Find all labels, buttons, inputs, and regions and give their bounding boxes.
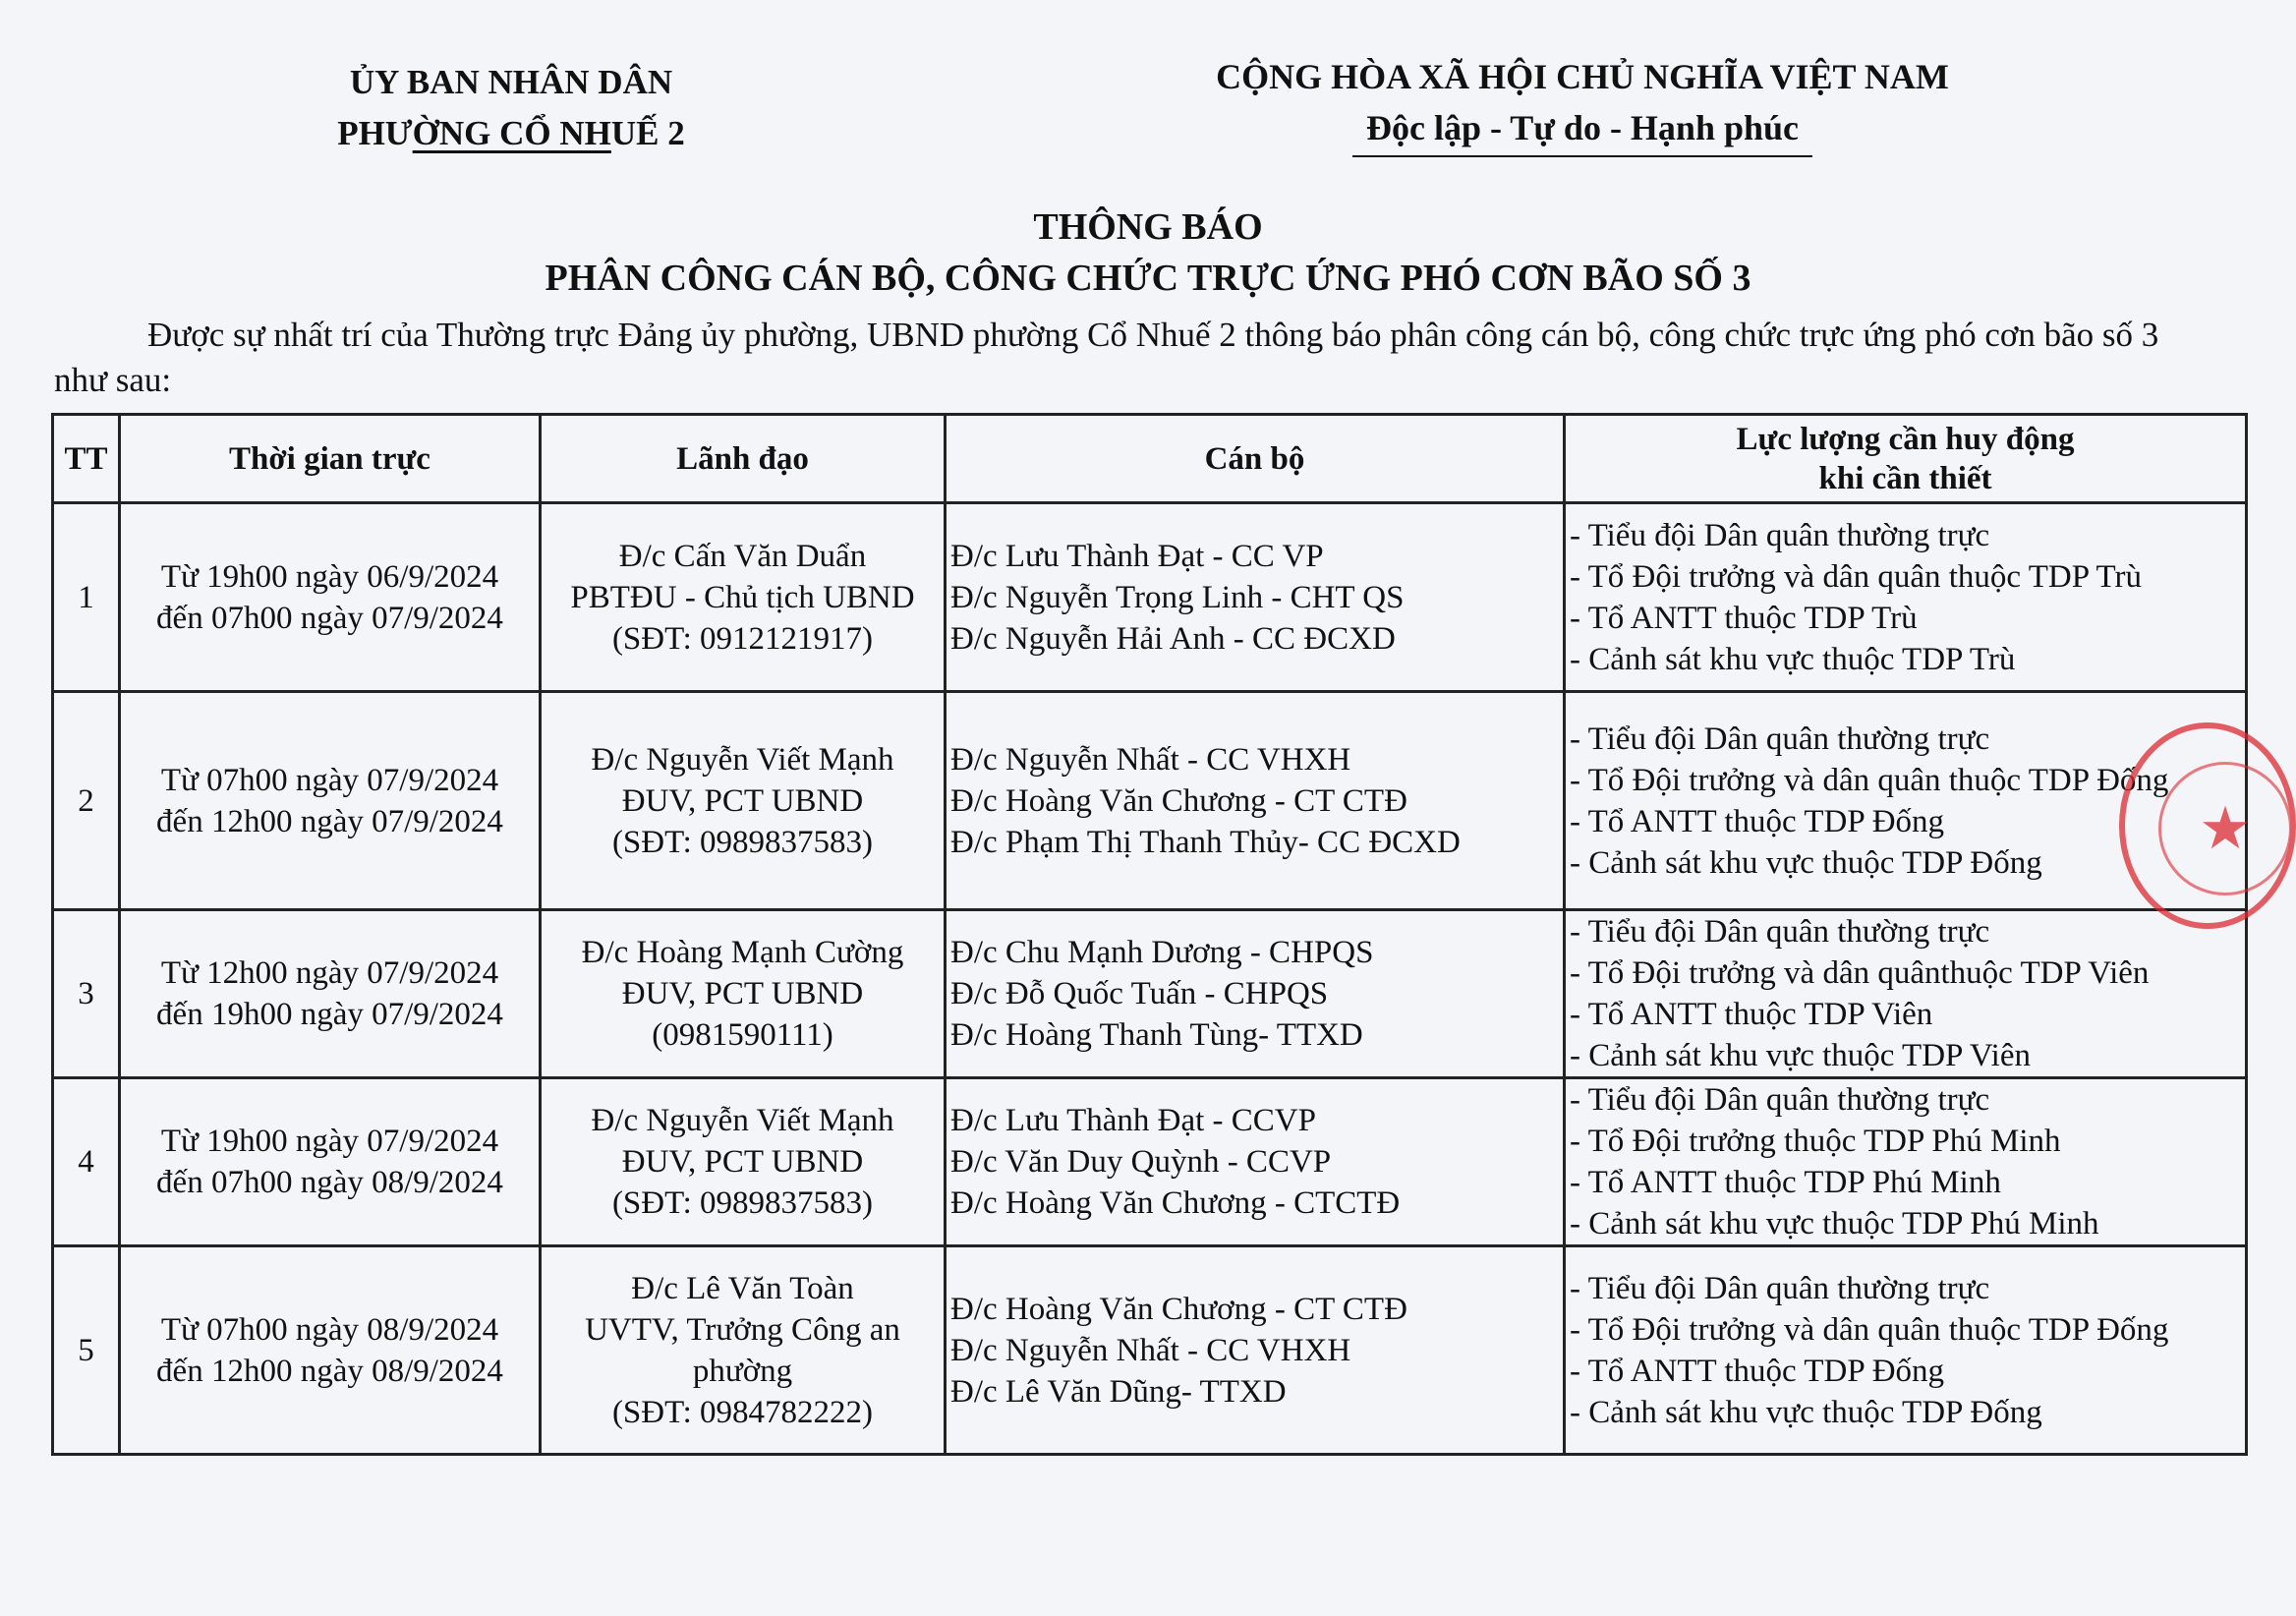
leader-line: (SĐT: 0989837583)	[611, 824, 874, 860]
forces-line: - Tổ Đội trưởng và dân quânthuộc TDP Viên	[1570, 955, 2150, 991]
staff-line: Đ/c Lưu Thành Đạt - CCVP	[950, 1103, 1316, 1138]
leader-line: ĐUV, PCT UBND	[621, 1144, 864, 1180]
leader-line: Đ/c Cấn Văn Duẩn	[618, 538, 867, 574]
cell-forces	[1565, 1246, 2247, 1455]
intro-paragraph: Được sự nhất trí của Thường trực Đảng ủy phường, UBND phường Cổ Nhuế 2 thông báo phân công cán bộ, công chức trực ứng phó cơn bão số 3 như sau:	[54, 316, 2159, 399]
forces-line: - Tiểu đội Dân quân thường trực	[1570, 1082, 1990, 1118]
leader-line: Đ/c Lê Văn Toàn	[631, 1270, 854, 1306]
staff-line: Đ/c Hoàng Thanh Tùng- TTXD	[950, 1017, 1363, 1053]
forces-line: - Tổ ANTT thuộc TDP Đống	[1570, 1353, 1945, 1389]
time-line: Từ 07h00 ngày 08/9/2024	[160, 1311, 499, 1348]
forces-line: - Tổ ANTT thuộc TDP Đống	[1570, 803, 1945, 839]
time-line: đến 19h00 ngày 07/9/2024	[156, 997, 503, 1032]
cell-staff	[946, 910, 1565, 1078]
cell-leader	[541, 1246, 946, 1455]
forces-line: - Cảnh sát khu vực thuộc TDP Đống	[1570, 1394, 2042, 1430]
staff-line: Đ/c Lưu Thành Đạt - CC VP	[950, 538, 1324, 574]
staff-line: Đ/c Văn Duy Quỳnh - CCVP	[950, 1144, 1332, 1180]
staff-line: Đ/c Chu Mạnh Dương - CHPQS	[950, 935, 1374, 970]
title-line-2: PHÂN CÔNG CÁN BỘ, CÔNG CHỨC TRỰC ỨNG PHÓ CƠN BÃO SỐ 3	[545, 258, 1751, 299]
cell-leader	[541, 503, 946, 692]
forces-line: - Tiểu đội Dân quân thường trực	[1570, 721, 1990, 757]
header-forces-line-1: Lực lượng cần huy động	[1736, 421, 2075, 457]
leader-line: (0981590111)	[652, 1017, 833, 1053]
header-staff: Cán bộ	[946, 415, 1565, 503]
leader-line: ĐUV, PCT UBND	[621, 782, 864, 819]
official-seal	[2119, 722, 2296, 929]
time-line: Từ 07h00 ngày 07/9/2024	[160, 762, 499, 798]
forces-line: - Tiểu đội Dân quân thường trực	[1570, 914, 1990, 950]
cell-leader	[541, 692, 946, 910]
forces-line: - Cảnh sát khu vực thuộc TDP Phú Minh	[1570, 1206, 2099, 1241]
time-line: đến 07h00 ngày 08/9/2024	[156, 1165, 503, 1200]
leader-line: Đ/c Hoàng Mạnh Cường	[581, 935, 904, 970]
leader-line: UVTV, Trưởng Công an	[585, 1311, 900, 1348]
cell-staff	[946, 1246, 1565, 1455]
forces-line: - Tổ ANTT thuộc TDP Viên	[1570, 997, 1933, 1032]
time-line: Từ 19h00 ngày 07/9/2024	[160, 1124, 499, 1159]
time-line: đến 12h00 ngày 07/9/2024	[156, 803, 503, 839]
staff-line: Đ/c Đỗ Quốc Tuấn - CHPQS	[950, 976, 1329, 1011]
authority-line-1: ỦY BAN NHÂN DÂN	[349, 63, 673, 101]
forces-line: - Tổ ANTT thuộc TDP Trù	[1570, 600, 1918, 636]
time-line: Từ 12h00 ngày 07/9/2024	[160, 955, 499, 991]
document-title	[0, 202, 2296, 304]
header-leader: Lãnh đạo	[541, 415, 946, 503]
authority-line-2	[226, 108, 796, 159]
staff-line: Đ/c Nguyễn Nhất - CC VHXH	[950, 741, 1351, 778]
cell-time	[120, 1078, 541, 1246]
national-heading	[1160, 51, 2005, 157]
table-header-row	[53, 415, 2247, 503]
leader-line: Đ/c Nguyễn Viết Mạnh	[591, 741, 894, 778]
leader-line: (SĐT: 0989837583)	[611, 1185, 874, 1221]
leader-line: (SĐT: 0984782222)	[611, 1394, 874, 1430]
forces-line: - Tổ Đội trưởng và dân quân thuộc TDP Trù	[1570, 558, 2142, 595]
time-line: Từ 19h00 ngày 06/9/2024	[160, 558, 499, 595]
cell-leader	[541, 910, 946, 1078]
leader-line: ĐUV, PCT UBND	[621, 976, 864, 1011]
issuing-authority	[226, 57, 796, 159]
header-tt: TT	[53, 415, 120, 503]
authority-line-2-prefix: PHƯ	[337, 114, 413, 152]
forces-line: - Tổ Đội trưởng và dân quân thuộc TDP Đống	[1570, 762, 2169, 798]
forces-line: - Tổ Đội trưởng và dân quân thuộc TDP Đống	[1570, 1311, 2169, 1348]
staff-line: Đ/c Nguyễn Nhất - CC VHXH	[950, 1332, 1351, 1368]
leader-line: PBTĐU - Chủ tịch UBND	[570, 579, 915, 615]
duty-schedule-table	[51, 413, 2248, 1456]
staff-line: Đ/c Lê Văn Dũng- TTXD	[950, 1373, 1287, 1410]
cell-forces	[1565, 1078, 2247, 1246]
cell-staff	[946, 1078, 1565, 1246]
header-forces-line-2: khi cần thiết	[1818, 460, 1992, 496]
cell-tt: 3	[53, 910, 120, 1078]
staff-line: Đ/c Hoàng Văn Chương - CTCTĐ	[950, 1185, 1401, 1221]
seal-star-icon: ★	[2158, 762, 2292, 895]
forces-line: - Cảnh sát khu vực thuộc TDP Viên	[1570, 1038, 2031, 1073]
cell-staff	[946, 503, 1565, 692]
forces-line: - Tổ ANTT thuộc TDP Phú Minh	[1570, 1165, 2001, 1200]
cell-time	[120, 910, 541, 1078]
staff-line: Đ/c Nguyễn Hải Anh - CC ĐCXD	[950, 620, 1396, 657]
authority-line-2-suffix: UẾ 2	[610, 114, 685, 152]
staff-line: Đ/c Hoàng Văn Chương - CT CTĐ	[950, 1291, 1407, 1327]
cell-time	[120, 503, 541, 692]
header-time: Thời gian trực	[120, 415, 541, 503]
time-line: đến 07h00 ngày 07/9/2024	[156, 600, 503, 636]
forces-line: - Tổ Đội trưởng thuộc TDP Phú Minh	[1570, 1124, 2061, 1159]
forces-line: - Cảnh sát khu vực thuộc TDP Đống	[1570, 844, 2042, 881]
time-line: đến 12h00 ngày 08/9/2024	[156, 1353, 503, 1389]
cell-forces	[1565, 910, 2247, 1078]
cell-forces	[1565, 503, 2247, 692]
cell-tt: 5	[53, 1246, 120, 1455]
forces-line: - Tiểu đội Dân quân thường trực	[1570, 517, 1990, 553]
leader-line: (SĐT: 0912121917)	[611, 620, 874, 657]
national-motto: Độc lập - Tự do - Hạnh phúc	[1352, 102, 1812, 157]
forces-line: - Cảnh sát khu vực thuộc TDP Trù	[1570, 641, 2016, 677]
staff-line: Đ/c Nguyễn Trọng Linh - CHT QS	[950, 579, 1405, 615]
forces-line: - Tiểu đội Dân quân thường trực	[1570, 1270, 1990, 1306]
table-row	[53, 503, 2247, 692]
table-row	[53, 910, 2247, 1078]
staff-line: Đ/c Phạm Thị Thanh Thủy- CC ĐCXD	[950, 824, 1461, 860]
cell-time	[120, 692, 541, 910]
cell-tt: 2	[53, 692, 120, 910]
table-row	[53, 1078, 2247, 1246]
authority-line-2-underlined: ỜNG CỔ NH	[412, 114, 611, 152]
table-row	[53, 692, 2247, 910]
cell-time	[120, 1246, 541, 1455]
cell-leader	[541, 1078, 946, 1246]
table-row	[53, 1246, 2247, 1455]
cell-tt: 4	[53, 1078, 120, 1246]
leader-line: phường	[692, 1353, 793, 1389]
leader-line: Đ/c Nguyễn Viết Mạnh	[591, 1103, 894, 1138]
header-forces	[1565, 415, 2247, 503]
staff-line: Đ/c Hoàng Văn Chương - CT CTĐ	[950, 782, 1407, 819]
cell-tt: 1	[53, 503, 120, 692]
title-line-1: THÔNG BÁO	[1033, 206, 1263, 248]
country-name: CỘNG HÒA XÃ HỘI CHỦ NGHĨA VIỆT NAM	[1216, 57, 1949, 96]
cell-staff	[946, 692, 1565, 910]
